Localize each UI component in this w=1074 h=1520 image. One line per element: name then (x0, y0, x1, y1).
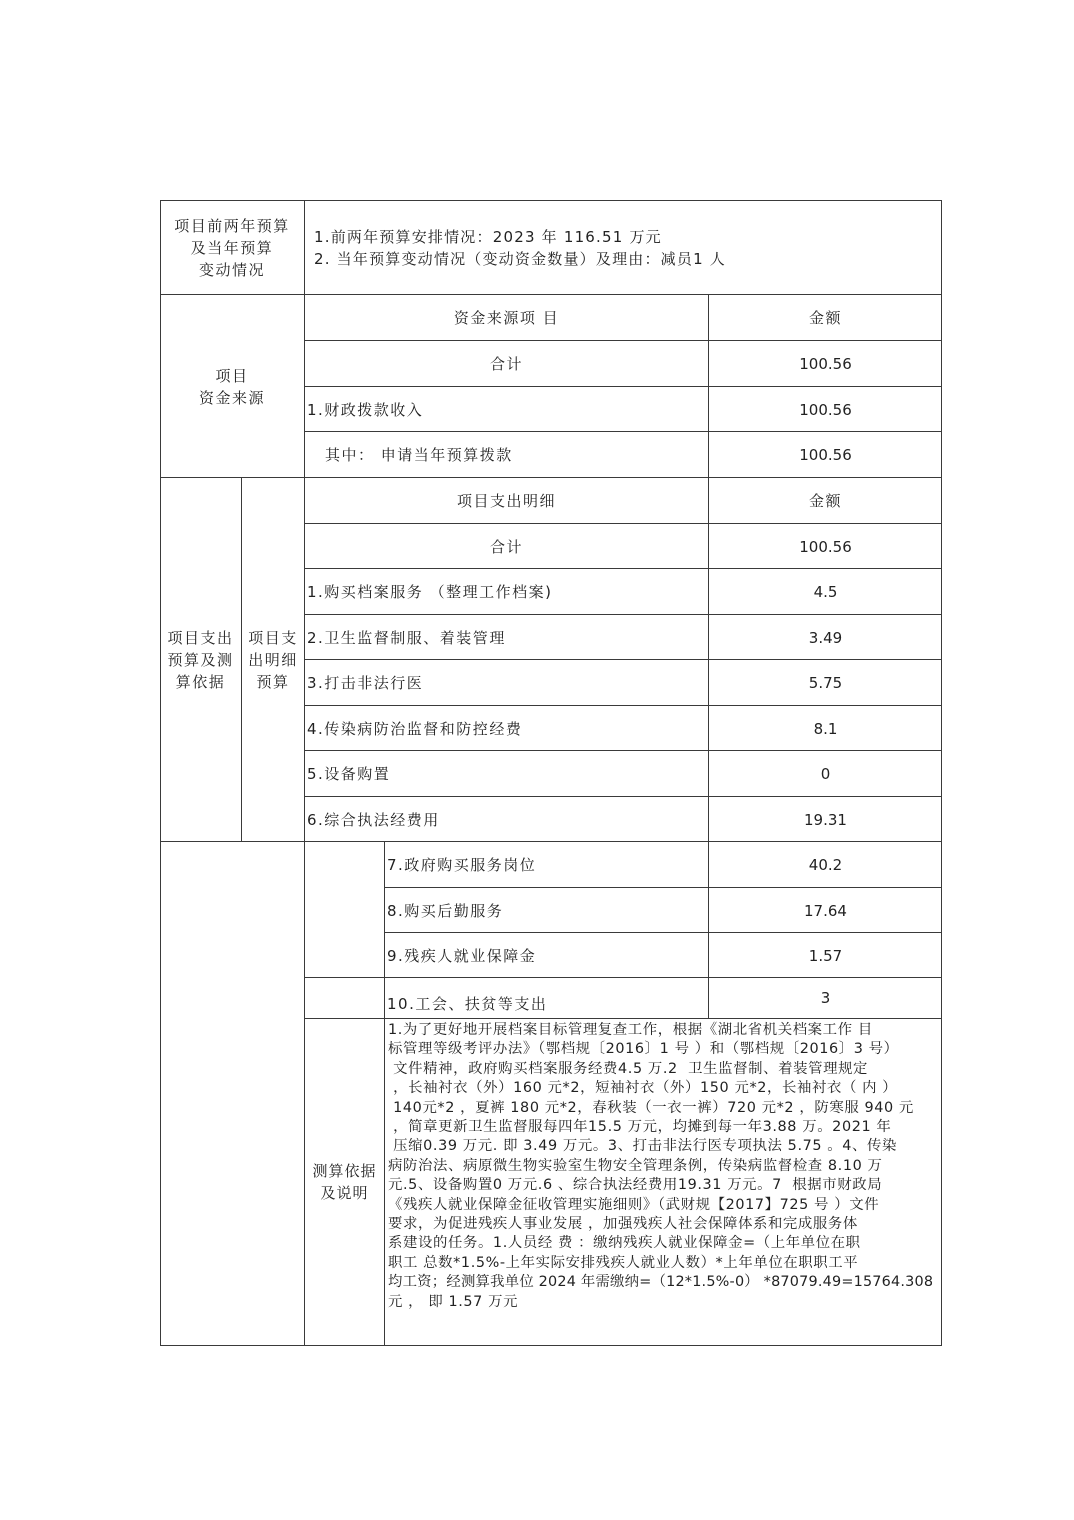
basis-label (305, 1018, 384, 1346)
prior-budget-content (305, 218, 941, 278)
basis-line: 140元*2 ，夏裤 180 元*2，春秋装（一衣一裤）720 元*2 ，防寒服 940 元 (388, 1099, 914, 1116)
funding-label-line: 项目 (215, 366, 249, 385)
basis-line: 元.5、设备购置0 万元.6 、综合执法经费用19.31 万元。7 根据市财政局 (388, 1177, 883, 1194)
expenditure-row-item: 5.设备购置 (307, 765, 391, 783)
expenditure-row-amount: 0 (820, 765, 831, 783)
expenditure-header-item: 项目支出明细 (456, 492, 556, 510)
row-divider (305, 614, 942, 615)
expenditure-row-item: 8.购买后勤服务 (387, 901, 504, 920)
expenditure-row-amount: 3 (820, 989, 831, 1007)
basis-line: 职工 总数*1.5%-上年实际安排残疾人就业人数）*上年单位在职职工平 (388, 1254, 859, 1271)
funding-row-amount: 100.56 (799, 446, 852, 464)
funding-row-amount: 100.56 (799, 355, 852, 373)
row-divider (305, 977, 942, 978)
expenditure-header-amount: 金额 (808, 492, 842, 510)
prior-budget-label-line: 项目前两年预算 (174, 216, 290, 235)
expenditure-row-item: 3.打击非法行医 (307, 674, 424, 692)
table-border-left (160, 200, 161, 1346)
row-divider (305, 705, 942, 706)
funding-row-amount: 100.56 (799, 400, 852, 419)
funding-header-amount: 金额 (808, 309, 842, 327)
basis-line: ，长袖衬衣（外）160 元*2，短袖衬衣（外）150 元*2，长袖衬衣（ 内 ） (388, 1080, 898, 1097)
basis-line: 压缩0.39 万元. 即 3.49 万元。3、打击非法行医专项执法 5.75 。4、传染 (388, 1138, 898, 1155)
table-border-right (941, 200, 942, 1346)
basis-line: ，简章更新卫生监督服每四年15.5 万元，均摊到每一年3.88 万。2021 年 (388, 1119, 892, 1136)
row-divider (305, 431, 942, 432)
expenditure-total-item: 合计 (489, 537, 523, 556)
expenditure-row-item: 2.卫生监督制服、着装管理 (307, 628, 506, 647)
expenditure-row-item: 9.残疾人就业保障金 (387, 946, 537, 965)
funding-row-item: 合计 (489, 355, 523, 373)
prior-budget-label (160, 200, 304, 295)
basis-line: 标管理等级考评办法》（鄂档规〔2016〕1 号 ）和（鄂档规〔2016〕3 号） (388, 1041, 899, 1058)
funding-header-item: 资金来源项 目 (453, 309, 560, 327)
expenditure-outer-label-line: 算依据 (175, 673, 226, 691)
expenditure-row-item: 10.工会、扶贫等支出 (387, 995, 548, 1013)
budget-table (160, 200, 942, 1346)
expenditure-outer-label-line: 预算及测 (167, 651, 234, 669)
basis-line: 元 ， 即 1.57 万元 (388, 1293, 519, 1310)
basis-line: 病防治法、病原微生物实验室生物安全管理条例，传染病监督检查 8.10 万 (388, 1157, 883, 1174)
expenditure-row-amount: 1.57 (808, 946, 843, 965)
row-divider (305, 340, 942, 341)
table-border-top (160, 200, 942, 201)
row-divider (305, 796, 942, 797)
funding-row-item: 1.财政拨款收入 (307, 400, 424, 419)
prior-budget-line: 1.前两年预算安排情况：2023 年 116.51 万元 (314, 228, 662, 246)
expenditure-row-item: 4.传染病防治监督和防控经费 (307, 719, 523, 738)
expenditure-row-amount: 17.64 (804, 901, 847, 920)
column-divider (241, 478, 242, 842)
prior-budget-label-line: 及当年预算 (190, 238, 274, 257)
expenditure-row-amount: 3.49 (808, 628, 843, 647)
expenditure-outer-label-line: 项目支出 (167, 629, 234, 647)
row-divider (305, 386, 942, 387)
expenditure-total-amount: 100.56 (799, 537, 852, 556)
column-divider (708, 295, 709, 1019)
expenditure-row-amount: 4.5 (813, 583, 838, 601)
row-divider (305, 750, 942, 751)
row-divider (305, 523, 942, 524)
expenditure-inner-label-line: 项目支 (248, 629, 298, 647)
prior-budget-line: 2. 当年预算变动情况（变动资金数量）及理由：减员1 人 (314, 250, 726, 268)
row-divider (385, 887, 942, 888)
funding-label (160, 295, 304, 478)
expenditure-row-amount: 8.1 (813, 719, 838, 738)
row-divider (160, 477, 942, 478)
basis-label-line: 测算依据 (312, 1162, 377, 1180)
expenditure-inner-label (242, 478, 304, 842)
expenditure-outer-label (160, 478, 241, 842)
column-divider (384, 842, 385, 1346)
row-divider (305, 1018, 942, 1019)
column-divider (304, 200, 305, 1346)
row-divider (305, 568, 942, 569)
funding-label-line: 资金来源 (198, 388, 265, 407)
prior-budget-label-line: 变动情况 (198, 260, 265, 279)
row-divider (305, 659, 942, 660)
expenditure-row-amount: 40.2 (808, 856, 843, 874)
basis-line: 文件精神，政府购买档案服务经费4.5 万.2 卫生监督制、着装管理规定 (388, 1060, 869, 1077)
expenditure-row-amount: 19.31 (804, 810, 847, 829)
basis-line: 均工资；经测算我单位 2024 年需缴纳=（12*1.5%-0） *87079.49=15764.308 (388, 1274, 934, 1291)
expenditure-row-item: 1.购买档案服务 （整理工作档案) (307, 583, 553, 601)
table-border-bottom (160, 1345, 942, 1346)
expenditure-row-item: 6.综合执法经费用 (307, 810, 440, 829)
expenditure-row-item: 7.政府购买服务岗位 (387, 856, 537, 874)
expenditure-inner-label-line: 出明细 (248, 651, 298, 669)
expenditure-row-amount: 5.75 (808, 674, 843, 692)
basis-line: 要求，为促进残疾人事业发展 ，加强残疾人社会保障体系和完成服务体 (388, 1216, 858, 1233)
row-divider (160, 841, 942, 842)
basis-line: 《残疾人就业保障金征收管理实施细则》（武财规【2017】725 号 ）文件 (388, 1196, 880, 1213)
expenditure-inner-label-line: 预算 (256, 673, 290, 691)
basis-line: 1.为了更好地开展档案目标管理复查工作，根据《湖北省机关档案工作 目 (388, 1022, 873, 1038)
row-divider (385, 932, 942, 933)
row-divider (160, 294, 942, 295)
basis-line: 系建设的任务。1.人员经 费 ：缴纳残疾人就业保障金=（上年单位在职 (388, 1235, 861, 1252)
basis-label-line: 及说明 (320, 1184, 369, 1202)
funding-row-item: 其中： 申请当年预算拨款 (325, 446, 513, 464)
basis-text (385, 1019, 942, 1346)
